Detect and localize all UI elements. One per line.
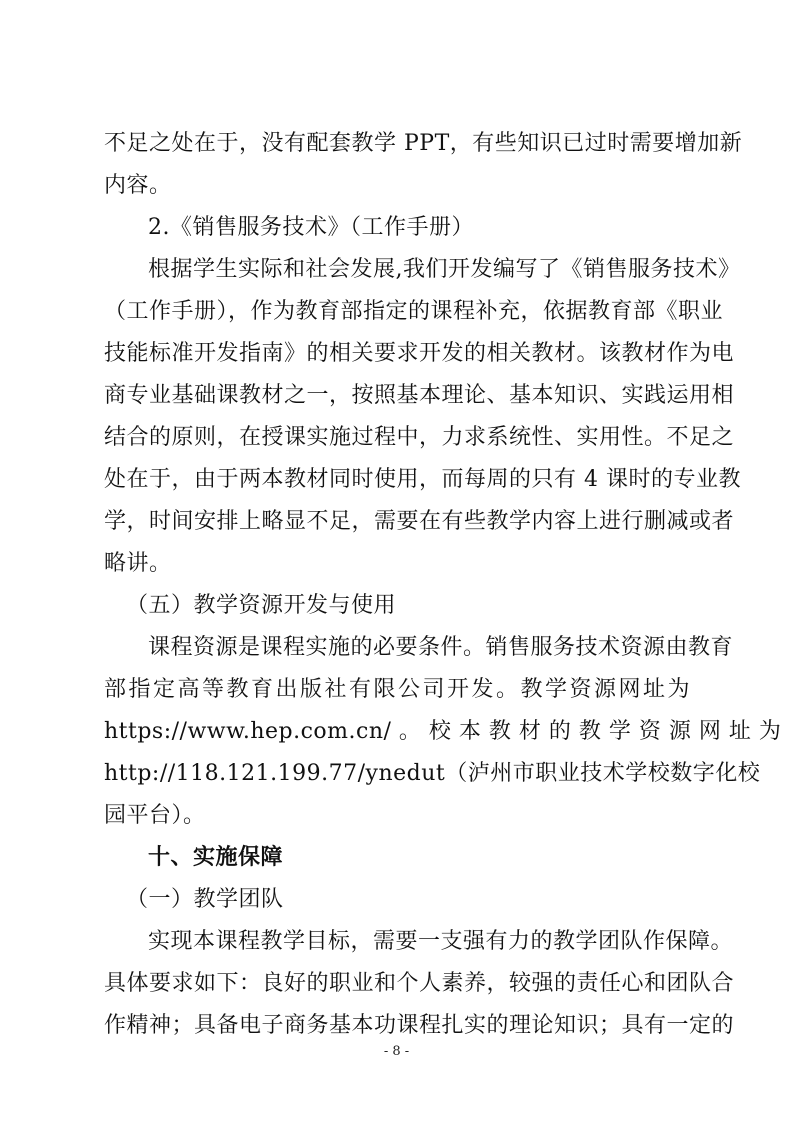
paragraph-line: 技能标准开发指南》的相关要求开发的相关教材。该教材作为电	[104, 341, 735, 366]
paragraph-line: 实现本课程教学目标，需要一支强有力的教学团队作保障。	[148, 929, 734, 954]
paragraph-line: 内容。	[104, 173, 172, 198]
paragraph-line: 具体要求如下：良好的职业和个人素养，较强的责任心和团队合	[104, 971, 735, 996]
paragraph-line: 处在于，由于两本教材同时使用，而每周的只有 4 课时的专业教	[104, 467, 741, 492]
paragraph-line: 略讲。	[104, 551, 172, 576]
paragraph-line: 作精神；具备电子商务基本功课程扎实的理论知识；具有一定的	[104, 1013, 735, 1038]
page-number: - 8 -	[383, 1044, 410, 1059]
subsection-title: 2.《销售服务技术》（工作手册）	[148, 215, 474, 240]
paragraph-line: 结合的原则，在授课实施过程中，力求系统性、实用性。不足之	[104, 425, 735, 450]
paragraph-line: 园平台）。	[104, 803, 206, 828]
paragraph-line: 根据学生实际和社会发展,我们开发编写了《销售服务技术》	[148, 257, 741, 282]
chapter-heading: 十、实施保障	[148, 845, 284, 870]
paragraph-line: 商专业基础课教材之一，按照基本理论、基本知识、实践运用相	[104, 383, 735, 408]
paragraph-line: 学，时间安排上略显不足，需要在有些教学内容上进行删减或者	[104, 509, 735, 534]
url-line: https://www.hep.com.cn/ 。 校 本 教 材 的 教 学 资 源 网 址 为	[104, 719, 782, 744]
section-heading: （一）教学团队	[126, 887, 284, 912]
url-line: http://118.121.199.77/ynedut（泸州市职业技术学校数字化校	[104, 761, 761, 786]
paragraph-line: （工作手册），作为教育部指定的课程补充，依据教育部《职业	[104, 299, 724, 324]
section-heading: （五）教学资源开发与使用	[126, 593, 397, 618]
paragraph-line: 不足之处在于，没有配套教学 PPT，有些知识已过时需要增加新	[104, 131, 743, 156]
paragraph-line: 部指定高等教育出版社有限公司开发。教学资源网址为	[104, 677, 690, 702]
paragraph-line: 课程资源是课程实施的必要条件。销售服务技术资源由教育	[148, 635, 734, 660]
